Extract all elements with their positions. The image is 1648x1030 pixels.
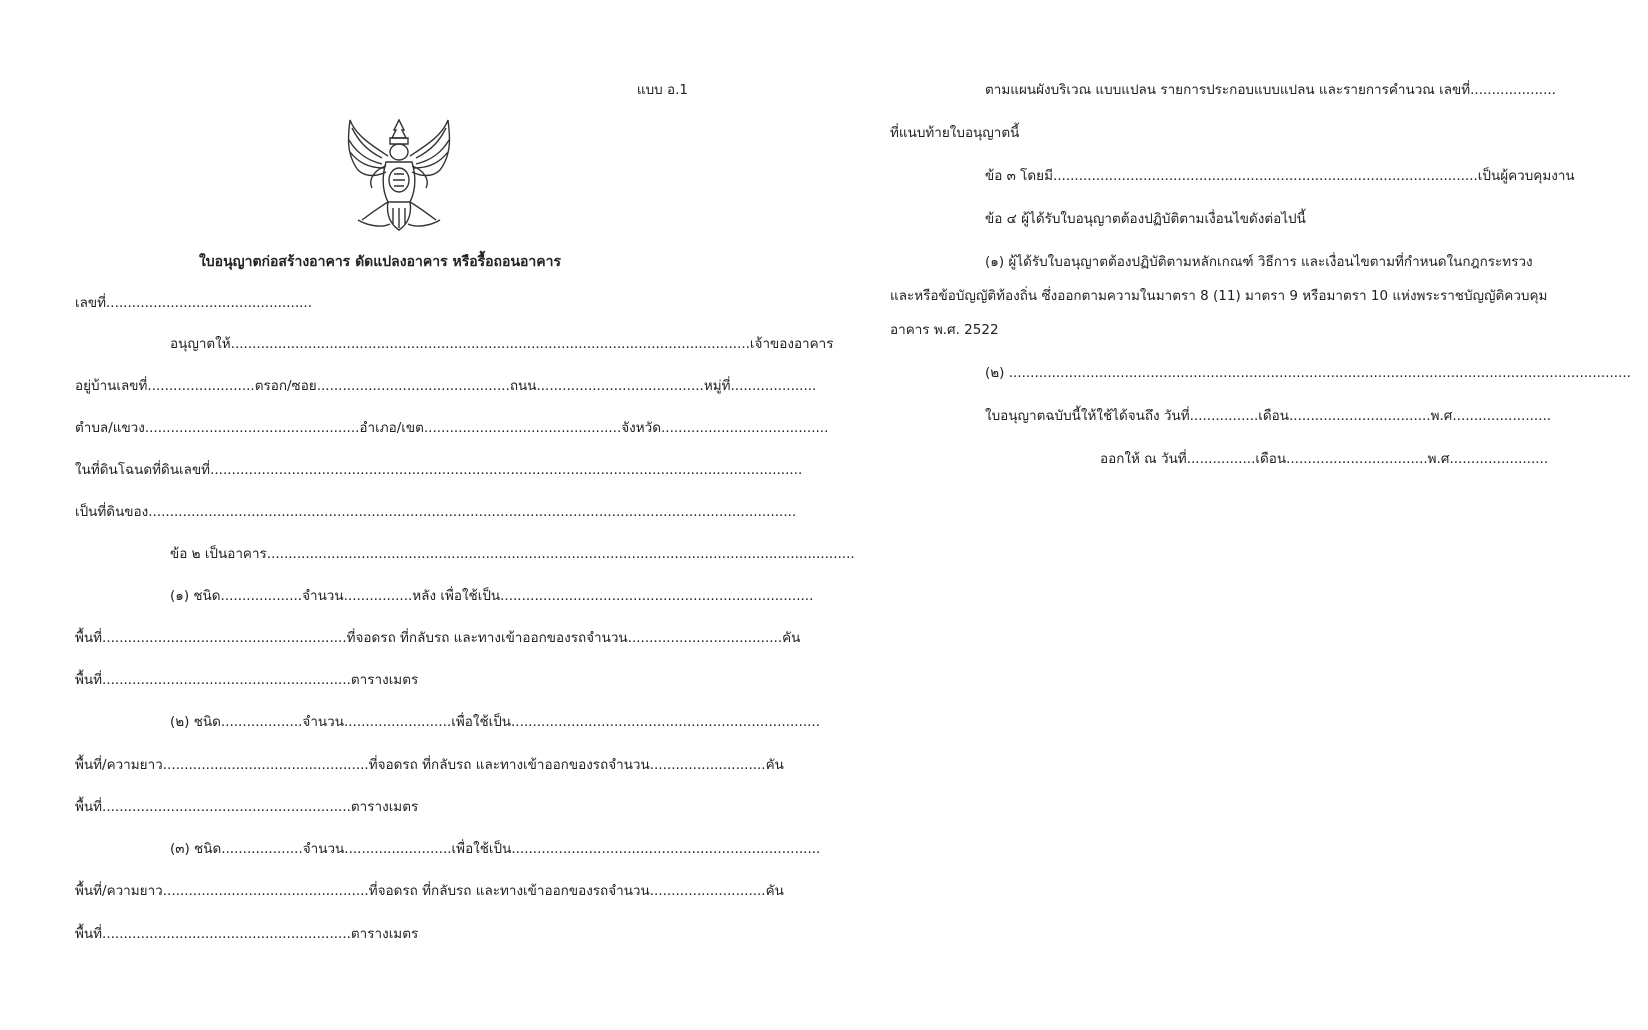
permittee-line: อนุญาตให้.........................................................................................................................เจ้าของอาคาร xyxy=(170,336,834,352)
building-2-parking-line: พื้นที่/ความยาว................................................ที่จอดรถ ที่กลับรถ และทางเข้าออกของรถจำนวน...........................คัน xyxy=(75,757,784,773)
district-province-line: ตำบล/แขวง..................................................อำเภอ/เขต..............................................จังหวัด....................................... xyxy=(75,420,829,436)
building-2-type-line: (๒) ชนิด...................จำนวน.........................เพื่อใช้เป็น........................................................................ xyxy=(170,714,820,730)
clause-3-line: ข้อ ๓ โดยมี...................................................................................................เป็นผู้ควบคุมงาน xyxy=(985,168,1575,184)
land-owner-line: เป็นที่ดินของ....................................................................................................................................................... xyxy=(75,504,797,520)
validity-line: ใบอนุญาตฉบับนี้ให้ใช้ได้จนถึง วันที่................เดือน.................................พ.ศ....................... xyxy=(985,408,1552,424)
permit-number-line: เลขที่................................................ xyxy=(75,295,312,311)
condition-1-cont-line: และหรือข้อบัญญัติท้องถิ่น ซึ่งออกตามความในมาตรา 8 (11) มาตรา 9 หรือมาตรา 10 แห่งพระราชบัญญัติควบคุม xyxy=(890,288,1548,304)
land-deed-line: ในที่ดินโฉนดที่ดินเลขที่.......................................................................................................................................... xyxy=(75,462,803,478)
clause-2-line: ข้อ ๒ เป็นอาคาร......................................................................................................................................... xyxy=(170,546,855,562)
condition-2-line: (๒) ................................................................................................................................................. xyxy=(985,365,1631,381)
plans-reference-line: ตามแผนผังบริเวณ แบบแปลน รายการประกอบแบบแปลน และรายการคำนวณ เลขที่.................... xyxy=(985,82,1556,98)
attached-line: ที่แนบท้ายใบอนุญาตนี้ xyxy=(890,125,1020,141)
building-1-area-line: พื้นที่..........................................................ตารางเมตร xyxy=(75,672,419,688)
issue-date-line: ออกให้ ณ วันที่................เดือน.................................พ.ศ....................... xyxy=(1100,451,1549,467)
right-page xyxy=(820,0,1648,1030)
building-3-area-line: พื้นที่..........................................................ตารางเมตร xyxy=(75,926,419,942)
address-line: อยู่บ้านเลขที่.........................ตรอก/ซอย.............................................ถนน.......................................หมู่ที่.................... xyxy=(75,378,817,394)
clause-4-line: ข้อ ๔ ผู้ได้รับใบอนุญาตต้องปฏิบัติตามเงื่อนไขดังต่อไปนี้ xyxy=(985,211,1306,227)
building-3-type-line: (๓) ชนิด...................จำนวน.........................เพื่อใช้เป็น........................................................................ xyxy=(170,841,821,857)
condition-1-line: (๑) ผู้ได้รับใบอนุญาตต้องปฏิบัติตามหลักเกณฑ์ วิธีการ และเงื่อนไขตามที่กำหนดในกฎกระทรวง xyxy=(985,254,1533,270)
garuda-emblem-icon xyxy=(338,116,460,234)
document-title: ใบอนุญาตก่อสร้างอาคาร ดัดแปลงอาคาร หรือรื้อถอนอาคาร xyxy=(198,254,562,270)
building-3-parking-line: พื้นที่/ความยาว................................................ที่จอดรถ ที่กลับรถ และทางเข้าออกของรถจำนวน...........................คัน xyxy=(75,883,784,899)
building-1-type-line: (๑) ชนิด...................จำนวน................หลัง เพื่อใช้เป็น......................................................................... xyxy=(170,588,814,604)
building-2-area-line: พื้นที่..........................................................ตารางเมตร xyxy=(75,799,419,815)
form-code: แบบ อ.1 xyxy=(636,82,688,98)
condition-1-year-line: อาคาร พ.ศ. 2522 xyxy=(890,322,999,338)
building-1-parking-line: พื้นที่.........................................................ที่จอดรถ ที่กลับรถ และทางเข้าออกของรถจำนวน....................................คัน xyxy=(75,630,801,646)
